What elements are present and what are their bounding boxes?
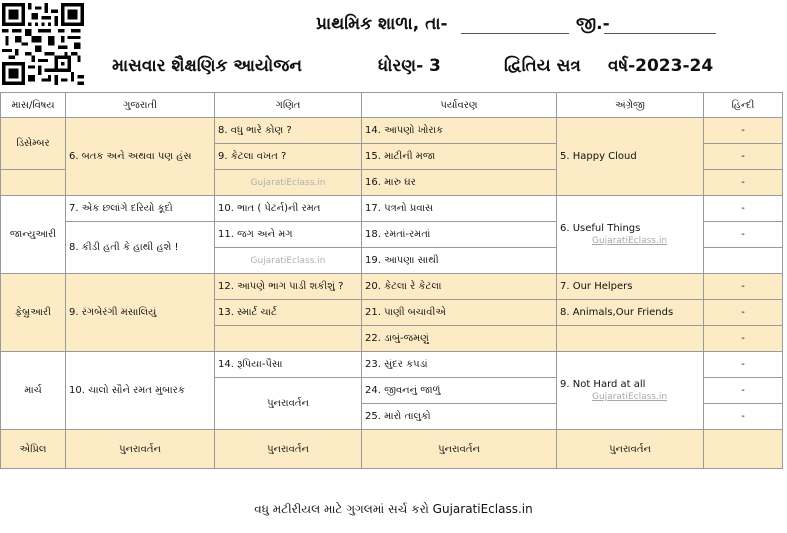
gujarati-cell: 7. એક છલાંગે દરિયો કૂદો xyxy=(66,196,215,222)
math-cell: 9. કેટલા વખત ? xyxy=(215,144,362,170)
english-cell-march xyxy=(557,352,704,430)
gujarati-cell: 9. રંગબેરંગી મસાલિયું xyxy=(66,274,215,352)
month-march: માર્ચ xyxy=(1,352,66,430)
english-lesson: 9. Not Hard at all xyxy=(560,379,646,390)
evs-cell: 16. મારુ ઘર xyxy=(362,170,557,196)
evs-cell: 18. રમતાં-રમતાં xyxy=(362,222,557,248)
evs-cell: 23. સુંદર કપડાં xyxy=(362,352,557,378)
english-cell-december: 5. Happy Cloud xyxy=(557,118,704,196)
school-label: પ્રાથમિક શાળા, તા- xyxy=(316,14,448,34)
math-cell-watermark xyxy=(215,248,362,274)
english-cell-january xyxy=(557,196,704,274)
hindi-cell: - xyxy=(704,378,783,404)
table-row xyxy=(1,430,783,469)
column-header-gujarati: ગુજરાતી xyxy=(66,93,215,118)
evs-cell: 25. મારો તાલુકો xyxy=(362,404,557,430)
column-header-hindi: હિન્દી xyxy=(704,93,783,118)
taluka-blank-line xyxy=(461,33,569,34)
watermark-text: GujaratiEclass.in xyxy=(592,392,668,402)
evs-cell: 15. માટીની મજા xyxy=(362,144,557,170)
hindi-cell: - xyxy=(704,144,783,170)
gujarati-cell: 8. કીડી હતી કે હાથી હશે ! xyxy=(66,222,215,274)
hindi-cell: - xyxy=(704,118,783,144)
month-cell-empty xyxy=(1,170,66,196)
evs-cell-april: પુનરાવર્તન xyxy=(362,430,557,469)
month-april: એપ્રિલ xyxy=(1,430,66,469)
evs-cell: 22. ડાબું-જમણું xyxy=(362,326,557,352)
table-row xyxy=(1,118,783,144)
watermark-text: GujaratiEclass.in xyxy=(250,177,326,188)
evs-cell: 19. આપણા સાથી xyxy=(362,248,557,274)
column-header-math: ગણિત xyxy=(215,93,362,118)
gujarati-cell-april: પુનરાવર્તન xyxy=(66,430,215,469)
english-lesson: 6. Useful Things xyxy=(560,223,641,234)
math-cell-revision: પુનરાવર્તન xyxy=(215,378,362,430)
standard-label: ધોરણ- 3 xyxy=(378,56,441,76)
footer-text: વધુ મટીરીયલ માટે ગુગલમાં સર્ચ કરો GujaratiEclass.in xyxy=(254,502,533,516)
gujarati-cell: 10. ચાલો સૌને રમત મુબારક xyxy=(66,352,215,430)
math-cell-empty xyxy=(215,326,362,352)
table-row xyxy=(1,274,783,300)
evs-cell: 20. કેટલા રે કેટલા xyxy=(362,274,557,300)
hindi-cell: - xyxy=(704,300,783,326)
hindi-cell: - xyxy=(704,352,783,378)
math-cell: 13. સ્માર્ટ ચાર્ટ xyxy=(215,300,362,326)
month-january: જાન્યુઆરી xyxy=(1,196,66,274)
math-cell-watermark xyxy=(215,170,362,196)
math-cell-april: પુનરાવર્તન xyxy=(215,430,362,469)
hindi-cell: - xyxy=(704,274,783,300)
column-header-month: માસ/વિષય xyxy=(1,93,66,118)
english-cell-april: પુનરાવર્તન xyxy=(557,430,704,469)
english-cell-empty xyxy=(557,326,704,352)
table-row xyxy=(1,196,783,222)
hindi-cell xyxy=(704,248,783,274)
year-label: વર્ષ-2023-24 xyxy=(608,56,714,76)
math-cell: 14. રૂપિયા-પૈસા xyxy=(215,352,362,378)
watermark-text: GujaratiEclass.in xyxy=(250,255,326,266)
hindi-cell: - xyxy=(704,326,783,352)
gujarati-cell-december: 6. બતક અને અથવા પણ હંસ xyxy=(66,118,215,196)
column-header-evs: પર્યાવરણ xyxy=(362,93,557,118)
column-header-english: અંગ્રેજી xyxy=(557,93,704,118)
english-cell: 7. Our Helpers xyxy=(557,274,704,300)
evs-cell: 17. પત્રનો પ્રવાસ xyxy=(362,196,557,222)
month-december: ડિસેમ્બર xyxy=(1,118,66,170)
monthly-plan-table xyxy=(0,92,783,469)
math-cell: 12. આપણે ભાગ પાડી શકીશું ? xyxy=(215,274,362,300)
english-cell: 8. Animals,Our Friends xyxy=(557,300,704,326)
table-row xyxy=(1,352,783,378)
math-cell: 11. જગ અને મગ xyxy=(215,222,362,248)
hindi-cell: - xyxy=(704,222,783,248)
hindi-cell: - xyxy=(704,196,783,222)
qr-code xyxy=(2,3,84,85)
evs-cell: 14. આપણો ખોરાક xyxy=(362,118,557,144)
evs-cell: 24. જીવનનું જાળું xyxy=(362,378,557,404)
semester-label: દ્વિતિય સત્ર xyxy=(504,56,581,76)
evs-cell: 21. પાણી બચાવીએ xyxy=(362,300,557,326)
hindi-cell: - xyxy=(704,404,783,430)
district-blank-line xyxy=(604,33,716,34)
watermark-text: GujaratiEclass.in xyxy=(592,236,668,246)
math-cell: 10. ભાત ( પેટર્ન)ની રમત xyxy=(215,196,362,222)
hindi-cell: - xyxy=(704,170,783,196)
district-label: જી.- xyxy=(576,14,610,34)
month-february: ફેબ્રુઆરી xyxy=(1,274,66,352)
table-header-row xyxy=(1,93,783,118)
hindi-cell-april xyxy=(704,430,783,469)
math-cell: 8. વધુ ભારે કોણ ? xyxy=(215,118,362,144)
plan-title: માસવાર શૈક્ષણિક આયોજન xyxy=(112,56,302,76)
